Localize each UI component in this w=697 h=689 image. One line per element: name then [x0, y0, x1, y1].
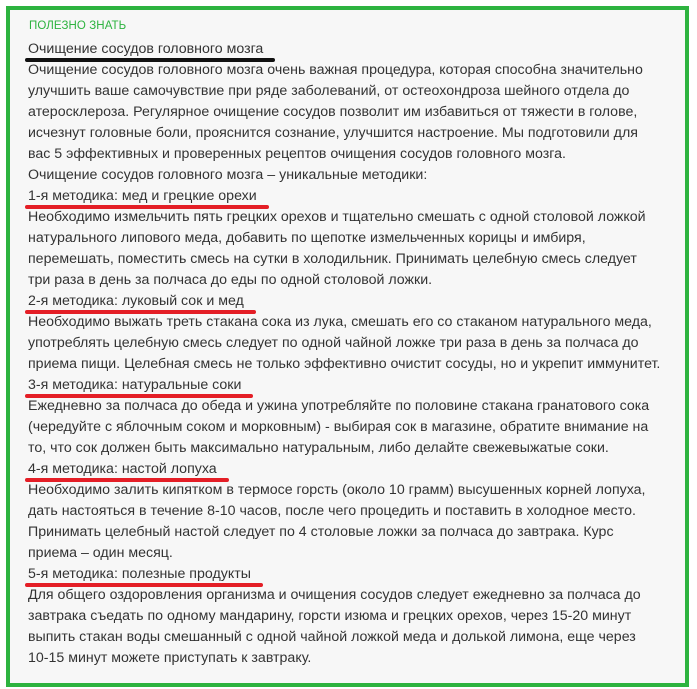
method-4-title: 4-я методика: настой лопуха — [28, 459, 217, 480]
method-3-title: 3-я методика: натуральные соки — [28, 375, 241, 396]
method-2-text: Необходимо выжать треть стакана сока из лука, смешать его со стаканом натурального меда, употреблять целебную смесь следует по одной чайной ложке три раза в день за полчаса до приема пищи. Целебная смесь не только эффективно очистит сосуды, но и укрепит иммунитет. — [28, 314, 661, 372]
article-title: Очищение сосудов головного мозга — [28, 39, 263, 60]
method-5-title: 5-я методика: полезные продукты — [28, 564, 251, 585]
method-3-text: Ежедневно за полчаса до обеда и ужина употребляйте по половине стакана гранатового сока (чередуйте с яблочным соком и морковным) - выбирая сок в магазине, обратите внимание на то, что сок должен быть максимально натуральным, либо делайте свежевыжатые соки. — [28, 398, 650, 456]
method-title-row — [28, 375, 668, 396]
article-content — [28, 19, 668, 669]
intro-paragraph: Очищение сосудов головного мозга очень важная процедура, которая способна значительно улучшить ваше самочувствие при ряде заболеваний, от остеохондроза шейного отдела до атеросклероза. Регулярное очищение сосудов позволит им избавиться от тяжести в голове, исчезнут головные боли, прояснится сознание, улучшится настроение. Мы подготовили для вас 5 эффективных и проверенных рецептов очищения сосудов головного мозга. — [28, 62, 643, 162]
method-2-title: 2-я методика: луковый сок и мед — [28, 291, 244, 312]
method-5-text: Для общего оздоровления организма и очищения сосудов следует ежедневно за полчаса до завтрака съедать по одному мандарину, горсти изюма и грецких орехов, через 15-20 минут выпить стакан воды смешанный с одной чайной ложкой меда и долькой лимона, еще через 10-15 минут можете приступать к завтраку. — [28, 587, 641, 666]
method-title-row — [28, 291, 668, 312]
category-label: ПОЛЕЗНО ЗНАТЬ — [29, 20, 127, 32]
method-1-text: Необходимо измельчить пять грецких орехов и тщательно смешать с одной столовой ложкой натурального липового меда, добавить по щепотке измельченных корицы и имбиря, перемешать, поместить смесь на сутки в холодильник. Принимать целебную смесь следует три раза в день за полчаса до еды по одной столовой ложки. — [28, 209, 646, 288]
method-4-text: Необходимо залить кипятком в термосе горсть (около 10 грамм) высушенных корней лопуха, дать настояться в течение 8-10 часов, после чего процедить и поставить в холодное место. Принимать целебный настой следует по 4 столовые ложки за полчаса до завтрака. Курс приема – один месяц. — [28, 482, 646, 561]
method-1-title: 1-я методика: мед и грецкие орехи — [28, 186, 257, 207]
method-title-row — [28, 564, 668, 585]
method-title-row — [28, 186, 668, 207]
intro-methods-line: Очищение сосудов головного мозга – уникальные методики: — [28, 167, 428, 183]
method-title-row — [28, 459, 668, 480]
article-title-row — [28, 39, 668, 60]
article-frame — [6, 6, 689, 687]
